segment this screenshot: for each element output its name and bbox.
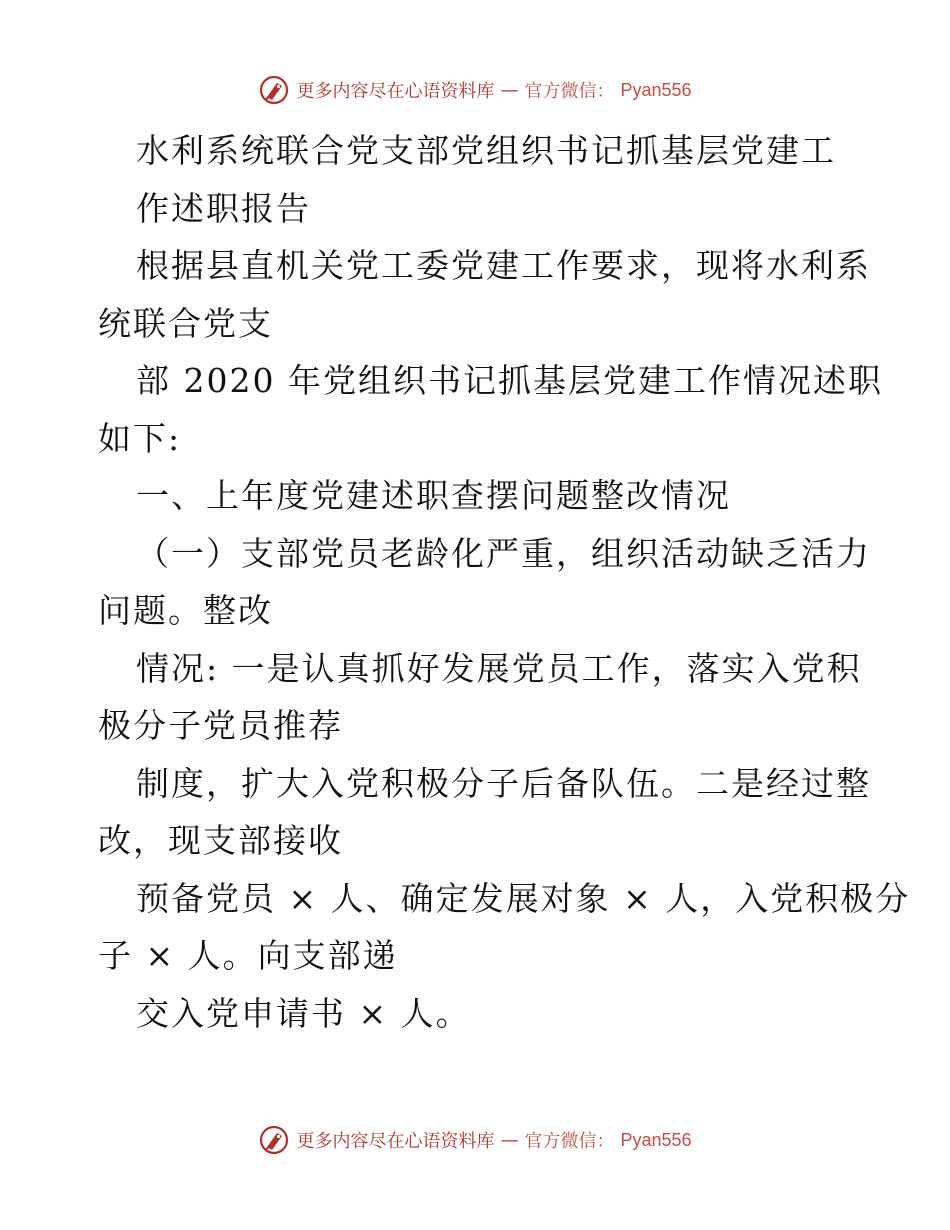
watermark-header xyxy=(0,70,950,110)
document-line: （一）支部党员老龄化严重，组织活动缺乏活力 xyxy=(136,533,871,573)
document-line: 制度，扩大入党积极分子后备队伍。二是经过整 xyxy=(136,763,871,803)
document-line: 子 × 人。向支部递 xyxy=(98,936,398,975)
pen-nib-logo-icon xyxy=(258,1124,290,1156)
watermark-footer xyxy=(0,1120,950,1160)
watermark-site-text: 更多内容尽在心语资料库 xyxy=(296,1131,495,1152)
document-line: 预备党员 × 人、确定发展对象 × 人，入党积极分 xyxy=(136,878,911,918)
watermark-official-label: 官方微信： xyxy=(524,1131,615,1152)
document-line: 根据县直机关党工委党建工作要求，现将水利系 xyxy=(136,246,871,285)
watermark-site-text: 更多内容尽在心语资料库 xyxy=(296,81,495,102)
document-line: 部 2020 年党组织书记抓基层党建工作情况述职 xyxy=(136,361,883,400)
document-line: 如下: xyxy=(98,418,182,458)
watermark-separator: — xyxy=(500,1129,519,1151)
pen-nib-logo-icon xyxy=(258,74,290,106)
document-line: 极分子党员推荐 xyxy=(98,706,343,745)
watermark-official-label: 官方微信： xyxy=(524,81,615,102)
watermark-handle: Pyan556 xyxy=(620,1129,692,1150)
document-line: 一、上年度党建述职查摆问题整改情况 xyxy=(136,476,731,515)
document-line: 水利系统联合党支部党组织书记抓基层党建工 xyxy=(136,131,836,170)
document-line: 统联合党支 xyxy=(98,303,273,343)
document-body xyxy=(98,122,911,1042)
watermark-separator: — xyxy=(500,79,519,101)
document-line: 作述职报告 xyxy=(136,188,311,228)
document-line: 改，现支部接收 xyxy=(98,821,343,860)
watermark-handle: Pyan556 xyxy=(620,79,692,100)
document-line: 问题。整改 xyxy=(98,591,273,630)
document-line: 情况: 一是认真抓好发展党员工作，落实入党积 xyxy=(136,648,862,688)
document-line: 交入党申请书 × 人。 xyxy=(136,993,471,1033)
